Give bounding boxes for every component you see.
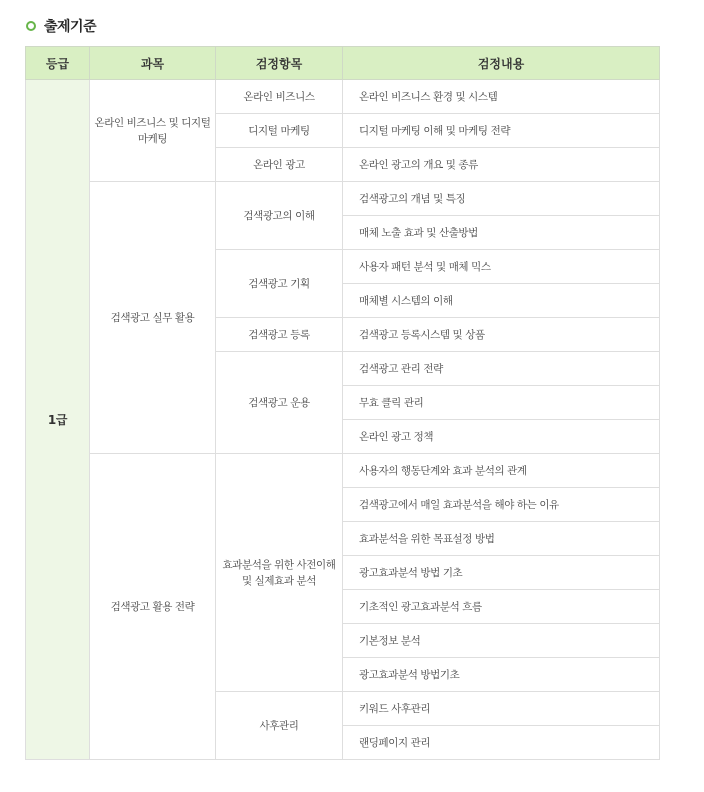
- subject-cell: 검색광고 활용 전략: [90, 454, 216, 760]
- content-cell: 기초적인 광고효과분석 흐름: [343, 590, 660, 624]
- content-cell: 사용자 패턴 분석 및 매체 믹스: [343, 250, 660, 284]
- item-cell: 효과분석을 위한 사전이해 및 실제효과 분석: [216, 454, 343, 692]
- content-cell: 매체별 시스템의 이해: [343, 284, 660, 318]
- circle-bullet-icon: [26, 21, 36, 31]
- section-header: [26, 14, 96, 38]
- content-cell: 온라인 비즈니스 환경 및 시스템: [343, 80, 660, 114]
- content-cell: 기본정보 분석: [343, 624, 660, 658]
- header-subject: 과목: [90, 47, 216, 80]
- header-content: 검정내용: [343, 47, 660, 80]
- content-cell: 검색광고의 개념 및 특징: [343, 182, 660, 216]
- content-cell: 사용자의 행동단계와 효과 분석의 관계: [343, 454, 660, 488]
- item-cell: 사후관리: [216, 692, 343, 760]
- content-cell: 검색광고 등록시스템 및 상품: [343, 318, 660, 352]
- content-cell: 매체 노출 효과 및 산출방법: [343, 216, 660, 250]
- content-cell: 디지털 마케팅 이해 및 마케팅 전략: [343, 114, 660, 148]
- table-header-row: [26, 47, 660, 80]
- content-cell: 효과분석을 위한 목표설정 방법: [343, 522, 660, 556]
- item-cell: 검색광고 운용: [216, 352, 343, 454]
- header-item: 검정항목: [216, 47, 343, 80]
- exam-criteria-table: [25, 46, 660, 760]
- content-cell: 검색광고 관리 전략: [343, 352, 660, 386]
- item-cell: 온라인 광고: [216, 148, 343, 182]
- content-cell: 랜딩페이지 관리: [343, 726, 660, 760]
- item-cell: 디지털 마케팅: [216, 114, 343, 148]
- table-row: [26, 182, 660, 216]
- header-grade: 등급: [26, 47, 90, 80]
- content-cell: 검색광고에서 매일 효과분석을 해야 하는 이유: [343, 488, 660, 522]
- item-cell: 검색광고 등록: [216, 318, 343, 352]
- content-cell: 키워드 사후관리: [343, 692, 660, 726]
- content-cell: 광고효과분석 방법 기초: [343, 556, 660, 590]
- content-cell: 무효 클릭 관리: [343, 386, 660, 420]
- content-cell: 온라인 광고의 개요 및 종류: [343, 148, 660, 182]
- subject-cell: 검색광고 실무 활용: [90, 182, 216, 454]
- content-cell: 온라인 광고 정책: [343, 420, 660, 454]
- item-cell: 검색광고의 이해: [216, 182, 343, 250]
- table-row: [26, 80, 660, 114]
- subject-cell: 온라인 비즈니스 및 디지털 마케팅: [90, 80, 216, 182]
- table-row: [26, 454, 660, 488]
- grade-cell: 1급: [26, 80, 90, 760]
- section-title: 출제기준: [44, 19, 97, 35]
- item-cell: 검색광고 기획: [216, 250, 343, 318]
- content-cell: 광고효과분석 방법기초: [343, 658, 660, 692]
- item-cell: 온라인 비즈니스: [216, 80, 343, 114]
